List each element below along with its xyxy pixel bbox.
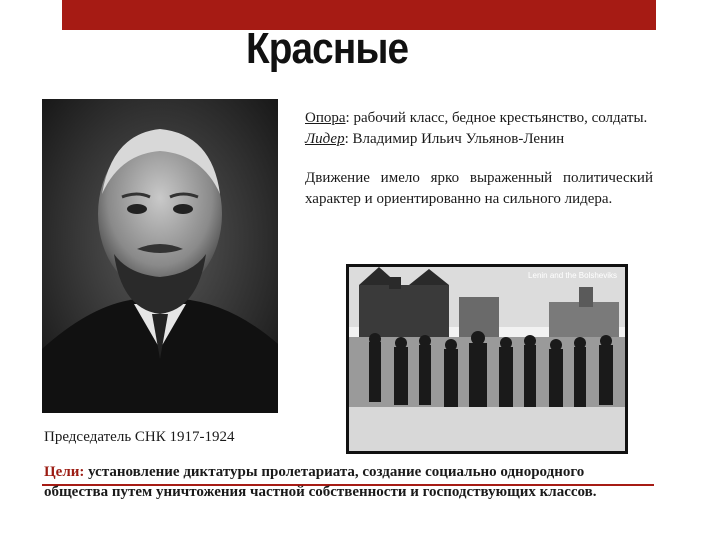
goals-label: Цели: — [44, 464, 85, 480]
info-block — [305, 108, 653, 210]
leader-text: : Владимир Ильич Ульянов-Ленин — [344, 131, 565, 147]
lenin-portrait-image — [42, 99, 278, 413]
goals-paragraph — [44, 462, 644, 502]
leader-label: Лидер — [305, 131, 345, 147]
goals-text: установление диктатуры пролетариата, создание социально однородного общества путем уничтожения частной собственности и господствующих классов. — [44, 464, 597, 500]
photo-caption: Lenin and the Bolsheviks — [528, 271, 617, 280]
support-label: Опора — [305, 110, 346, 126]
portrait-caption: Председатель СНК 1917-1924 — [44, 429, 235, 445]
leader-line — [305, 129, 653, 150]
movement-text: Движение имело ярко выраженный политический характер и ориентированно на сильного лидера. — [305, 170, 653, 207]
bolsheviks-photo-image — [346, 264, 628, 454]
slide-title: Красные — [246, 24, 409, 73]
support-line — [305, 108, 653, 129]
support-text: : рабочий класс, бедное крестьянство, солдаты. — [345, 110, 648, 126]
